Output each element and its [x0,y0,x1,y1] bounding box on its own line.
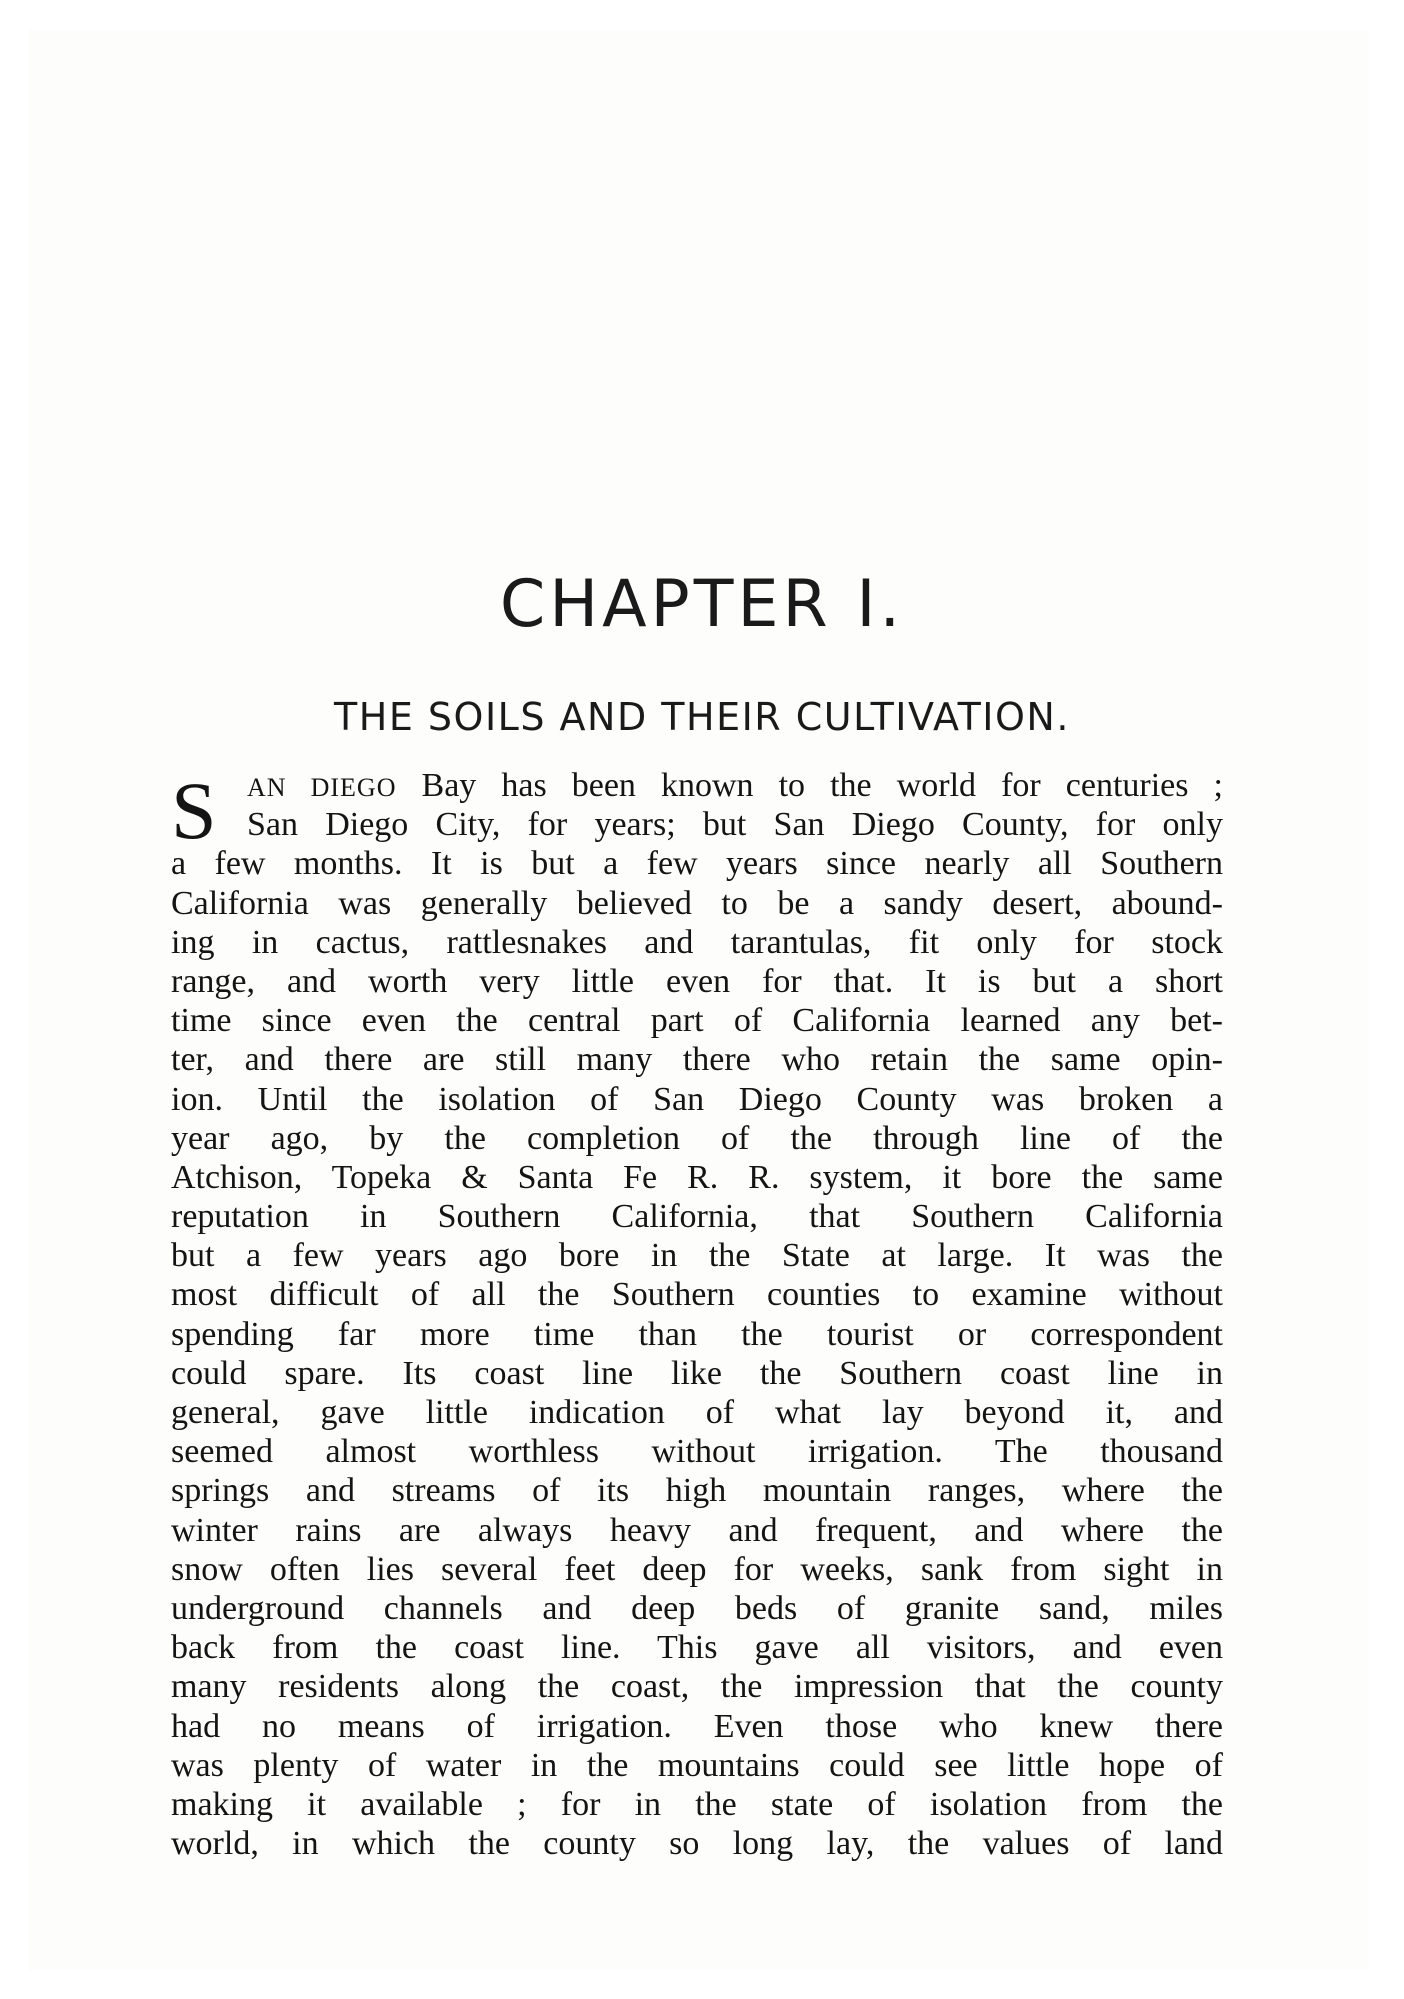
chapter-title: CHAPTER I. [499,566,905,642]
text-line-17: general, gave little indication of what lay beyond it, and [171,1394,1223,1431]
text-line-23: back from the coast line. This gave all visitors, and even [171,1629,1223,1667]
chapter-subtitle: THE SOILS AND THEIR CULTIVATION. [334,694,1070,739]
text-line-2: San Diego City, for years; but San Diego County, for only [247,806,1223,844]
text-line-10: year ago, by the completion of the through line of the [171,1119,1223,1157]
text-line-14: most difficult of all the Southern counties to examine without [171,1276,1223,1314]
chapter-body-text [171,766,1223,1863]
opening-smallcaps: AN DIEGO [247,773,397,802]
text-line-18: seemed almost worthless without irrigation. The thousand [171,1433,1223,1471]
text-line-9: ion. Until the isolation of San Diego County was broken a [171,1080,1223,1118]
text-line-28: world, in which the county so long lay, the values of land [171,1825,1223,1863]
text-line-6: range, and worth very little even for that. It is but a short [171,962,1223,1000]
text-line-21: snow often lies several feet deep for weeks, sank from sight in [171,1550,1223,1588]
text-line-4: California was generally believed to be a sandy desert, abound- [171,884,1223,922]
text-line-1 [171,766,1223,805]
text-line-27: making it available ; for in the state of isolation from the [171,1785,1223,1823]
text-line-3: a few months. It is but a few years since nearly all Southern [171,845,1223,883]
text-line-22: underground channels and deep beds of granite sand, miles [171,1589,1223,1627]
text-line-12: reputation in Southern California, that Southern California [171,1198,1223,1236]
text-line-20: winter rains are always heavy and frequent, and where the [171,1511,1223,1549]
text-line-26: was plenty of water in the mountains could see little hope of [171,1746,1223,1784]
text-line-24: many residents along the coast, the impression that the county [171,1668,1223,1706]
text-line-15: spending far more time than the tourist or correspondent [171,1315,1223,1353]
text-line-11: Atchison, Topeka & Santa Fe R. R. system, it bore the same [171,1158,1223,1196]
text-line-16: could spare. Its coast line like the Southern coast line in [171,1354,1223,1392]
text-line-5: ing in cactus, rattlesnakes and tarantulas, fit only for stock [171,923,1223,961]
drop-cap: S [171,765,217,856]
text-line-8: ter, and there are still many there who retain the same opin- [171,1041,1223,1079]
text-line-19: springs and streams of its high mountain ranges, where the [171,1472,1223,1510]
text-line-13: but a few years ago bore in the State at large. It was the [171,1237,1223,1275]
text-line-25: had no means of irrigation. Even those who knew there [171,1707,1223,1745]
text-line-1-rest: Bay has been known to the world for centuries ; [396,767,1223,804]
text-line-7: time since even the central part of California learned any bet- [171,1002,1223,1040]
